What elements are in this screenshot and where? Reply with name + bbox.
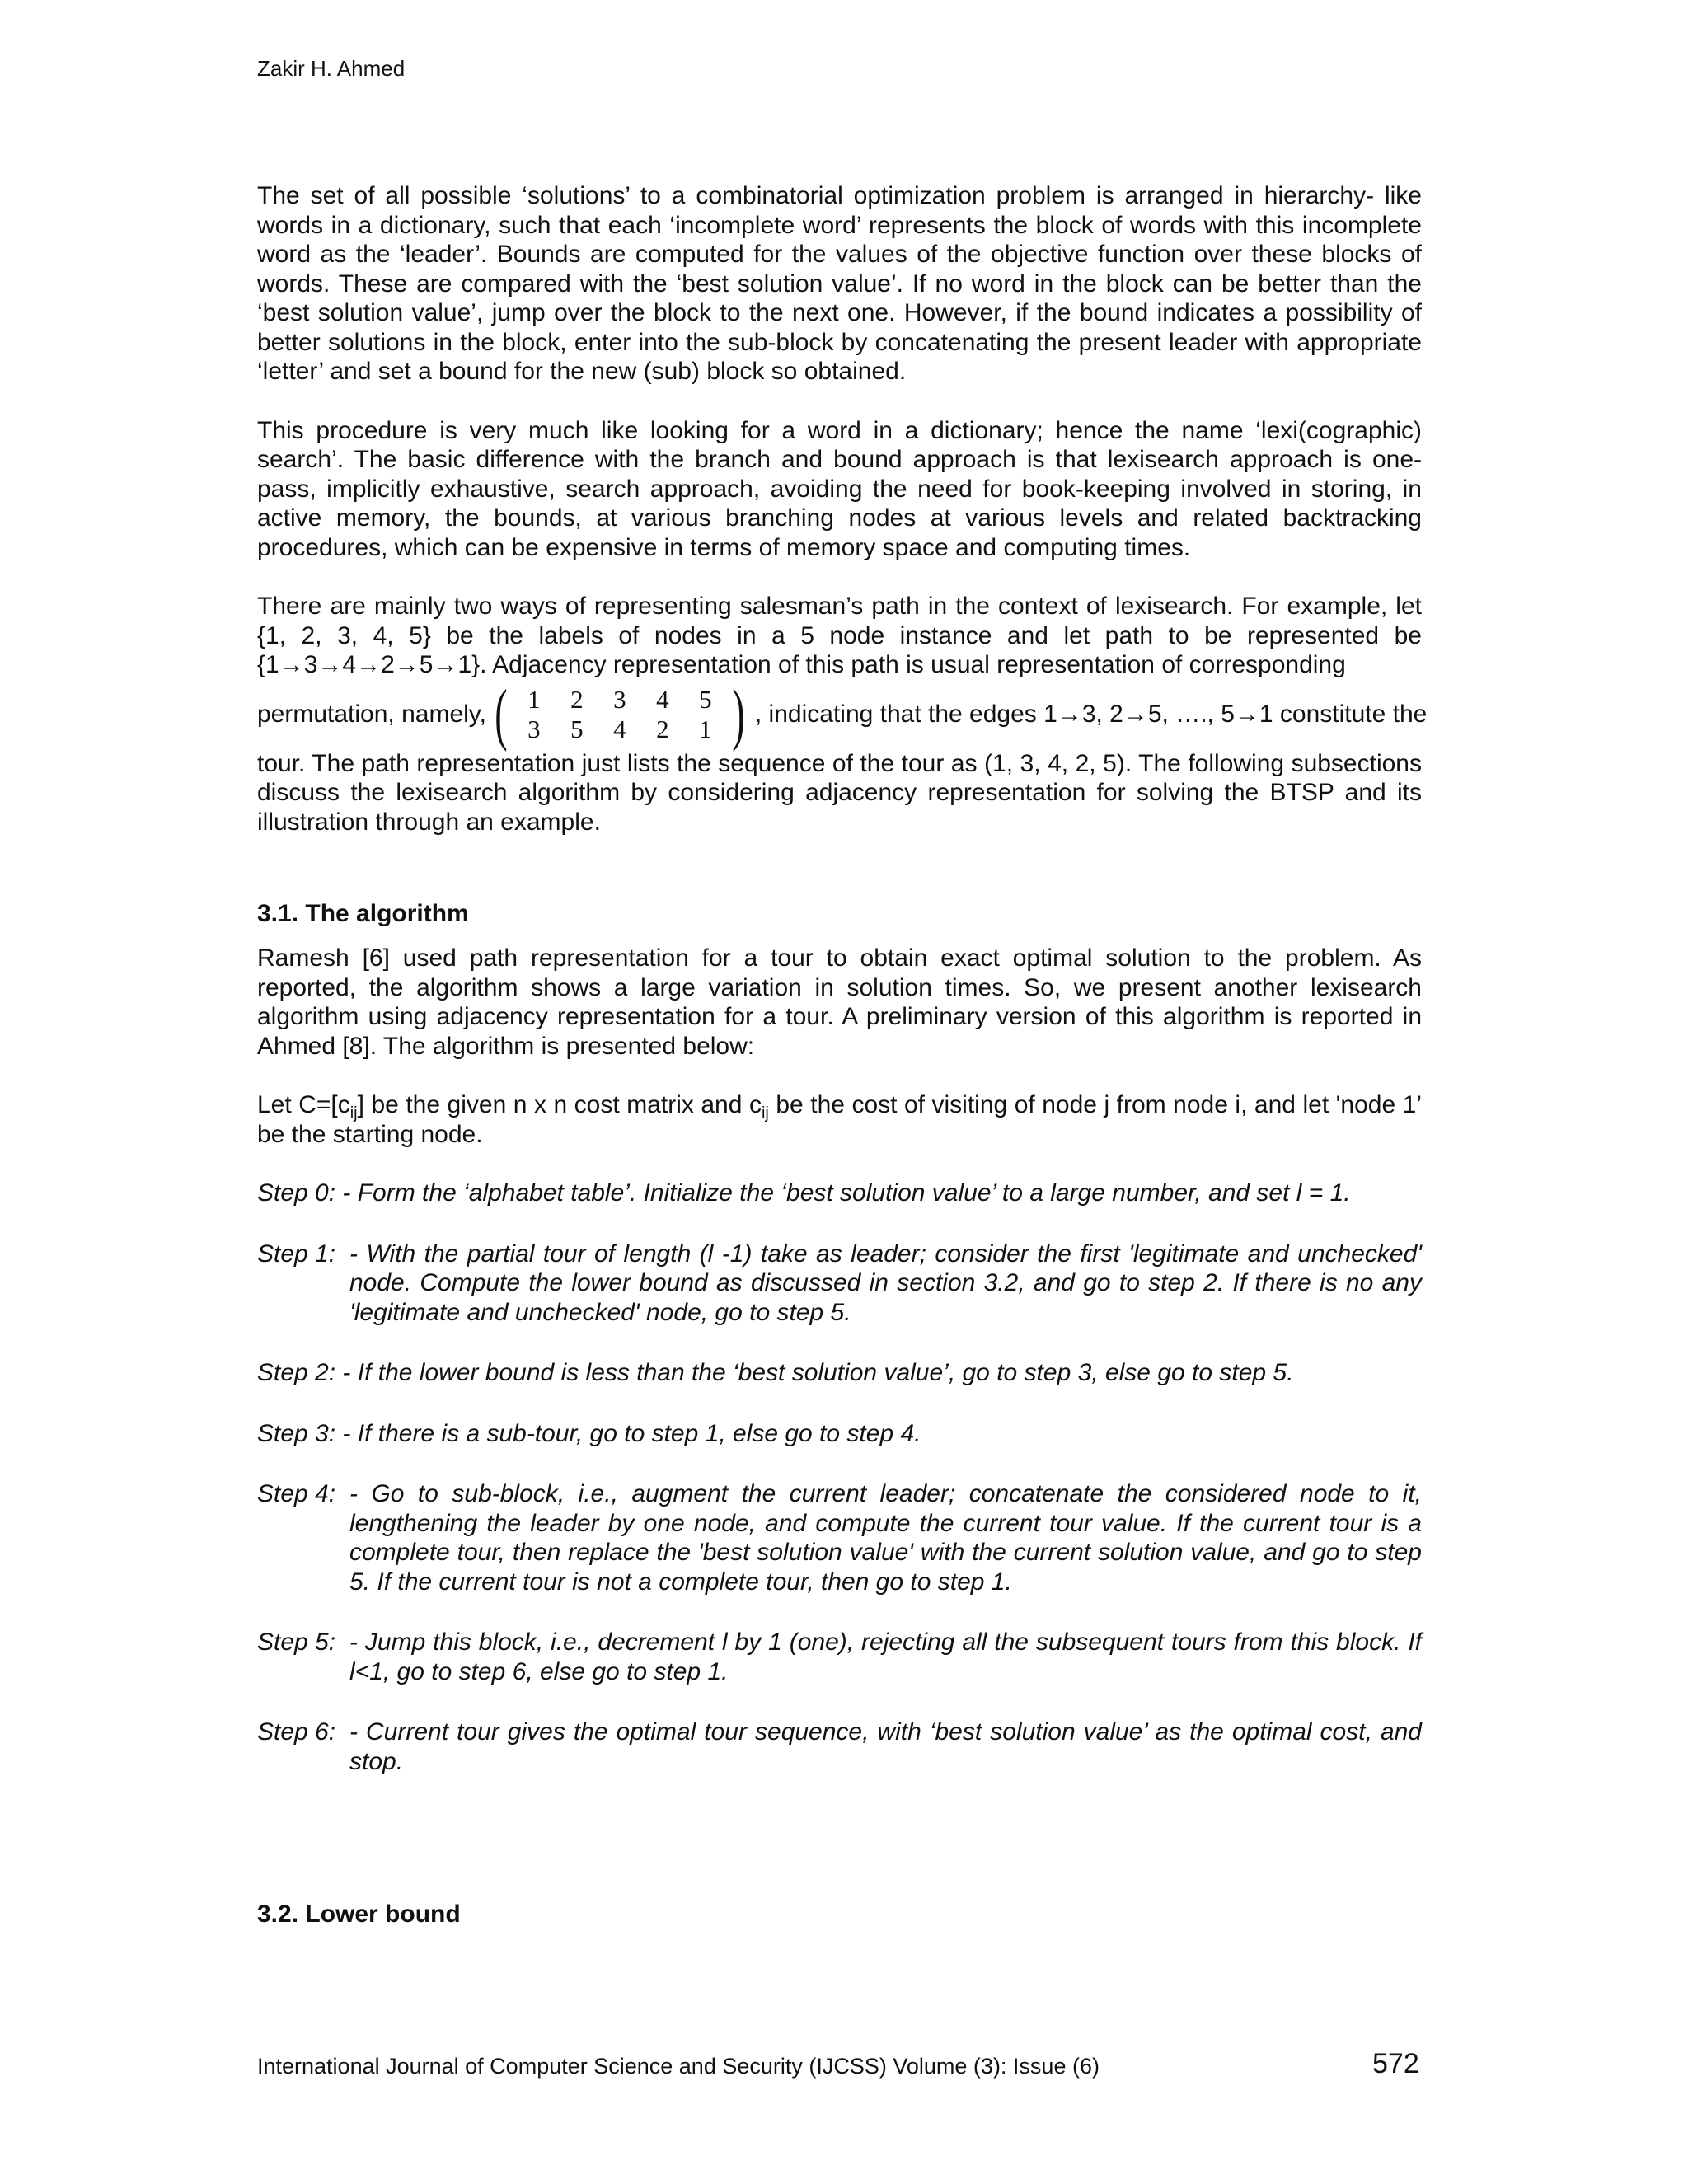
step-text: - With the partial tour of length (l -1) take as leader; consider the first 'legitimate and unchecked' node. Compute the lower bound as discussed in section 3.2, and go to step 2. If there is no any 'legitimate and unchecked' node, go to step 5.	[349, 1240, 1422, 1326]
matrix-row-top	[513, 685, 727, 715]
left-paren: (	[495, 675, 508, 752]
algorithm-step-4	[257, 1479, 1422, 1596]
permutation-trail-text: , indicating that the edges 1→3, 2→5, …., 5→1 constitute the	[754, 700, 1428, 728]
right-paren: )	[732, 675, 745, 752]
subscript-ij: ij	[349, 1104, 358, 1122]
footer-journal-title: International Journal of Computer Science and Security (IJCSS) Volume (3): Issue (6)	[257, 2054, 1100, 2079]
matrix-cell: 3	[528, 714, 541, 743]
cost-matrix-text-c: be the cost of visiting of node j from node i, and let 'node 1’ be the starting node.	[257, 1091, 1422, 1148]
paragraph-path-representation-part2: tour. The path representation just lists the sequence of the tour as (1, 3, 4, 2, 5). The following subsections discuss the lexisearch algorithm by considering adjacency representation for solving the BTSP and its illustration through an example.	[257, 749, 1422, 836]
section-heading-algorithm: 3.1. The algorithm	[257, 900, 469, 927]
page-number: 572	[1372, 2048, 1419, 2079]
paragraph-path-representation-part1: There are mainly two ways of representing salesman’s path in the context of lexisearch. For example, let {1, 2, 3, 4, 5} be the labels of nodes in a 5 node instance and let path to be represented be {1→3→4→2→5→1}. Adjacency representation of this path is usual representation of corresponding	[257, 593, 1422, 678]
section-heading-lower-bound: 3.2. Lower bound	[257, 1900, 461, 1928]
step-text: - Form the ‘alphabet table’. Initialize the ‘best solution value’ to a large number, and set l = 1.	[342, 1179, 1351, 1207]
algorithm-step-2	[257, 1358, 1422, 1388]
step-text: - Go to sub-block, i.e., augment the current leader; concatenate the considered node to it, lengthening the leader by one node, and compute the current tour value. If the current tour is a complete tour, then replace the 'best solution value' with the current solution value, and go to step 5. If the current tour is not a complete tour, then go to step 1.	[349, 1480, 1422, 1596]
matrix-cell: 1	[528, 684, 541, 714]
step-text: - If there is a sub-tour, go to step 1, else go to step 4.	[342, 1419, 921, 1447]
step-text: - If the lower bound is less than the ‘best solution value’, go to step 3, else go to step 5.	[342, 1359, 1294, 1386]
matrix-cell: 5	[570, 714, 584, 743]
algorithm-step-1	[257, 1240, 1422, 1328]
page-body	[257, 181, 1428, 1944]
matrix-cell: 1	[699, 714, 712, 743]
step-label: Step 5:	[257, 1629, 336, 1656]
step-label: Step 4:	[257, 1480, 336, 1507]
running-header-author: Zakir H. Ahmed	[257, 56, 406, 81]
step-label: Step 3:	[257, 1419, 343, 1447]
step-label: Step 1:	[257, 1240, 336, 1268]
matrix-cell: 2	[656, 714, 669, 743]
subscript-ij: ij	[761, 1104, 769, 1122]
step-label: Step 6:	[257, 1718, 336, 1746]
cost-matrix-text-a: Let C=[c	[257, 1091, 350, 1118]
permutation-line	[257, 675, 1428, 752]
algorithm-step-3	[257, 1419, 1422, 1449]
matrix-cell: 4	[656, 684, 669, 714]
paragraph-lexisearch-intro: The set of all possible ‘solutions’ to a combinatorial optimization problem is arranged in hierarchy- like words in a dictionary, such that each ‘incomplete word’ represents the block of words with this incomplete word as the ‘leader’. Bounds are computed for the values of the objective function over these blocks of words. These are compared with the ‘best solution value’. If no word in the block can be better than the ‘best solution value’, jump over the block to the next one. However, if the bound indicates a possibility of better solutions in the block, enter into the sub-block by concatenating the present leader with appropriate ‘letter’ and set a bound for the new (sub) block so obtained.	[257, 182, 1422, 385]
permutation-matrix	[490, 675, 750, 752]
matrix-row-bottom	[513, 715, 727, 744]
step-label: Step 2:	[257, 1359, 343, 1386]
algorithm-step-5	[257, 1628, 1422, 1686]
step-text: - Jump this block, i.e., decrement l by 1 (one), rejecting all the subsequent tours from this block. If l<1, go to step 6, else go to step 1.	[349, 1629, 1422, 1685]
step-label: Step 0:	[257, 1179, 343, 1207]
algorithm-step-6	[257, 1718, 1422, 1776]
matrix-cell: 5	[699, 684, 712, 714]
paragraph-cost-matrix	[257, 1090, 1422, 1149]
cost-matrix-text-b: ] be the given n x n cost matrix and c	[357, 1091, 762, 1118]
step-text: - Current tour gives the optimal tour sequence, with ‘best solution value’ as the optimal cost, and stop.	[349, 1718, 1422, 1775]
paragraph-path-representation	[257, 592, 1428, 837]
algorithm-step-0	[257, 1179, 1422, 1208]
matrix-cell: 3	[613, 684, 626, 714]
matrix-rows	[513, 685, 727, 744]
matrix-cell: 2	[570, 684, 584, 714]
permutation-lead-text: permutation, namely,	[257, 700, 486, 728]
matrix-cell: 4	[613, 714, 626, 743]
paragraph-algorithm-intro: Ramesh [6] used path representation for a tour to obtain exact optimal solution to the problem. As reported, the algorithm shows a large variation in solution times. So, we present another lexisearch algorithm using adjacency representation for a tour. A preliminary version of this algorithm is reported in Ahmed [8]. The algorithm is presented below:	[257, 944, 1422, 1060]
paragraph-dictionary-analogy: This procedure is very much like looking for a word in a dictionary; hence the name ‘lexi(cographic) search’. The basic difference with the branch and bound approach is that lexisearch approach is one-pass, implicitly exhaustive, search approach, avoiding the need for book-keeping involved in storing, in active memory, the bounds, at various branching nodes at various levels and related backtracking procedures, which can be expensive in terms of memory space and computing times.	[257, 416, 1422, 561]
